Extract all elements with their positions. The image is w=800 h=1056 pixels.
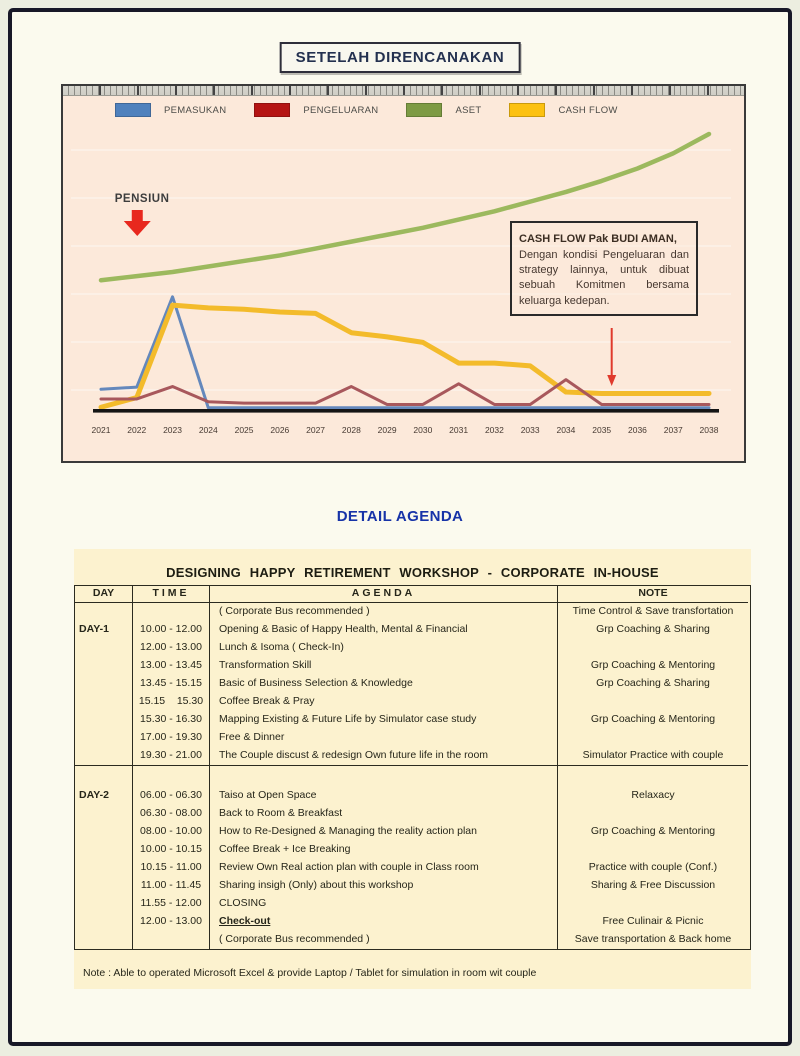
cell-day (75, 747, 133, 766)
x-axis-line (93, 409, 719, 413)
table-row (75, 711, 750, 729)
annotation-body: Dengan kondisi Pengeluaran dan strategy lainnya, untuk dibuat sebuah Komitmen bersama keluarga kedepan. (519, 249, 689, 307)
table-row (75, 895, 750, 913)
page-title: SETELAH DIRENCANAKAN (295, 49, 505, 66)
table-row (75, 805, 750, 823)
cell-day (75, 603, 133, 621)
cell-day (75, 931, 133, 949)
detail-agenda-heading (12, 508, 788, 526)
cell-agenda: Coffee Break + Ice Breaking (210, 841, 558, 859)
cell-time (133, 603, 210, 621)
x-tick-label: 2025 (234, 425, 254, 435)
cell-day (75, 895, 133, 913)
cell-empty (133, 766, 210, 787)
cell-agenda: Free & Dinner (210, 729, 558, 747)
x-tick-label: 2023 (163, 425, 182, 435)
column-header-day: DAY (75, 586, 133, 603)
pensiun-label: PENSIUN (114, 193, 170, 205)
cell-day (75, 805, 133, 823)
x-tick-label: 2035 (592, 425, 612, 435)
cell-time (133, 931, 210, 949)
cell-time: 10.15 - 11.00 (133, 859, 210, 877)
cell-note: Free Culinair & Picnic (602, 915, 704, 928)
x-tick-label: 2032 (484, 425, 504, 435)
cell-empty (558, 766, 748, 787)
cell-time: 11.55 - 12.00 (133, 895, 210, 913)
cell-agenda: Coffee Break & Pray (210, 693, 558, 711)
cell-note: Save transportation & Back home (574, 933, 732, 946)
table-row (75, 931, 750, 949)
cell-time: 12.00 - 13.00 (133, 913, 210, 931)
table-header-row (75, 586, 750, 603)
cell-day (75, 639, 133, 657)
cell-day (75, 711, 133, 729)
cell-time: 13.00 - 13.45 (133, 657, 210, 675)
cell-time: 06.30 - 08.00 (133, 805, 210, 823)
x-tick-label: 2029 (377, 425, 397, 435)
cell-time: 10.00 - 10.15 (133, 841, 210, 859)
table-row (75, 729, 750, 747)
cell-day (75, 913, 133, 931)
cell-time: 17.00 - 19.30 (133, 729, 210, 747)
cell-note: Sharing & Free Discussion (590, 879, 716, 892)
cell-agenda: Taiso at Open Space (210, 787, 558, 805)
cell-day (75, 841, 133, 859)
cell-time: 11.00 - 11.45 (133, 877, 210, 895)
table-row (75, 693, 750, 711)
cell-agenda: Mapping Existing & Future Life by Simulator case study (210, 711, 558, 729)
cell-note: Time Control & Save transfortation (572, 605, 734, 618)
cell-note (558, 693, 748, 711)
x-tick-label: 2033 (520, 425, 540, 435)
x-tick-label: 2038 (699, 425, 719, 435)
annotation-pointer-arrowhead (607, 375, 616, 386)
agenda-table (74, 585, 751, 950)
cell-day (75, 859, 133, 877)
cell-note: Grp Coaching & Mentoring (590, 659, 716, 672)
cell-agenda: Back to Room & Breakfast (210, 805, 558, 823)
cell-note (558, 729, 748, 747)
table-row (75, 859, 750, 877)
document-page (8, 8, 792, 1046)
x-tick-label: 2031 (449, 425, 469, 435)
x-tick-label: 2027 (306, 425, 326, 435)
cell-day (75, 675, 133, 693)
cell-agenda: Transformation Skill (210, 657, 558, 675)
cell-agenda: ( Corporate Bus recommended ) (210, 931, 558, 949)
cell-day: DAY-2 (75, 787, 133, 805)
cell-day (75, 823, 133, 841)
cell-agenda: Lunch & Isoma ( Check-In) (210, 639, 558, 657)
footer-note: Note : Able to operated Microsoft Excel & provide Laptop / Tablet for simulation in room wit couple (83, 967, 537, 979)
table-row (75, 841, 750, 859)
cell-time: 10.00 - 12.00 (133, 621, 210, 639)
cell-time: 15.30 - 16.30 (133, 711, 210, 729)
cell-agenda: Review Own Real action plan with couple in Class room (210, 859, 558, 877)
cell-agenda: Basic of Business Selection & Knowledge (210, 675, 558, 693)
table-row (75, 603, 750, 621)
cell-day (75, 693, 133, 711)
x-tick-label: 2026 (270, 425, 290, 435)
cell-time: 13.45 - 15.15 (133, 675, 210, 693)
table-row (75, 639, 750, 657)
x-tick-label: 2024 (198, 425, 218, 435)
cell-note: Practice with couple (Conf.) (588, 861, 718, 874)
x-tick-label: 2037 (663, 425, 683, 435)
cell-day (75, 657, 133, 675)
cell-note (558, 895, 748, 913)
legend-label: CASH FLOW (558, 104, 618, 116)
cell-time: 15.15 15.30 (133, 693, 210, 711)
cell-time: 08.00 - 10.00 (133, 823, 210, 841)
cell-agenda: Check-out (210, 913, 558, 931)
cell-note: Grp Coaching & Sharing (596, 623, 710, 636)
table-row (75, 913, 750, 931)
column-header-time: TIME (133, 586, 210, 603)
spacer-row (75, 766, 750, 787)
x-tick-label: 2034 (556, 425, 576, 435)
cell-note: Simulator Practice with couple (558, 747, 748, 766)
cell-agenda: Opening & Basic of Happy Health, Mental & Financial (210, 621, 558, 639)
cell-note: Grp Coaching & Mentoring (590, 713, 716, 726)
cell-note (558, 639, 748, 657)
column-header-note: NOTE (558, 586, 748, 603)
cell-time: 06.00 - 06.30 (133, 787, 210, 805)
cell-agenda: ( Corporate Bus recommended ) (210, 603, 558, 621)
table-row (75, 621, 750, 639)
x-tick-label: 2030 (413, 425, 433, 435)
detail-agenda-title: DETAIL AGENDA (336, 508, 464, 525)
legend-label: PENGELUARAN (303, 104, 379, 116)
workshop-table-title: DESIGNING HAPPY RETIREMENT WORKSHOP - CORPORATE IN-HOUSE (166, 565, 659, 580)
cell-note: Grp Coaching & Mentoring (590, 825, 716, 838)
cell-note: Relaxacy (631, 789, 675, 802)
agenda-panel (74, 549, 751, 989)
cell-agenda: How to Re-Designed & Managing the reality action plan (210, 823, 558, 841)
table-row (75, 747, 750, 766)
x-tick-label: 2021 (91, 425, 111, 435)
cell-day (75, 729, 133, 747)
column-header-agenda: AGENDA (210, 586, 558, 603)
cell-note (558, 805, 748, 823)
annotation-title: CASH FLOW Pak BUDI AMAN, (519, 233, 677, 245)
cell-day (75, 877, 133, 895)
cell-note (558, 841, 748, 859)
page-title-banner (280, 42, 521, 73)
cell-note: Grp Coaching & Sharing (596, 677, 710, 690)
table-row (75, 787, 750, 805)
cell-time: 19.30 - 21.00 (133, 747, 210, 766)
table-row (75, 675, 750, 693)
legend-label: PEMASUKAN (164, 104, 227, 116)
cell-time: 12.00 - 13.00 (133, 639, 210, 657)
x-tick-label: 2036 (628, 425, 647, 435)
cell-empty (75, 766, 133, 787)
cell-agenda: CLOSING (210, 895, 558, 913)
table-row (75, 823, 750, 841)
x-tick-label: 2022 (127, 425, 147, 435)
cell-day: DAY-1 (75, 621, 133, 639)
cell-agenda: Sharing insigh (Only) about this workshop (210, 877, 558, 895)
cell-agenda: The Couple discust & redesign Own future life in the room (210, 747, 558, 766)
table-row (75, 877, 750, 895)
pensiun-arrow-icon (124, 210, 151, 236)
legend-label: ASET (455, 104, 482, 116)
table-row (75, 657, 750, 675)
x-tick-label: 2028 (341, 425, 361, 435)
cell-empty (210, 766, 558, 787)
cashflow-annotation-box (510, 221, 698, 316)
cashflow-chart (61, 84, 746, 463)
